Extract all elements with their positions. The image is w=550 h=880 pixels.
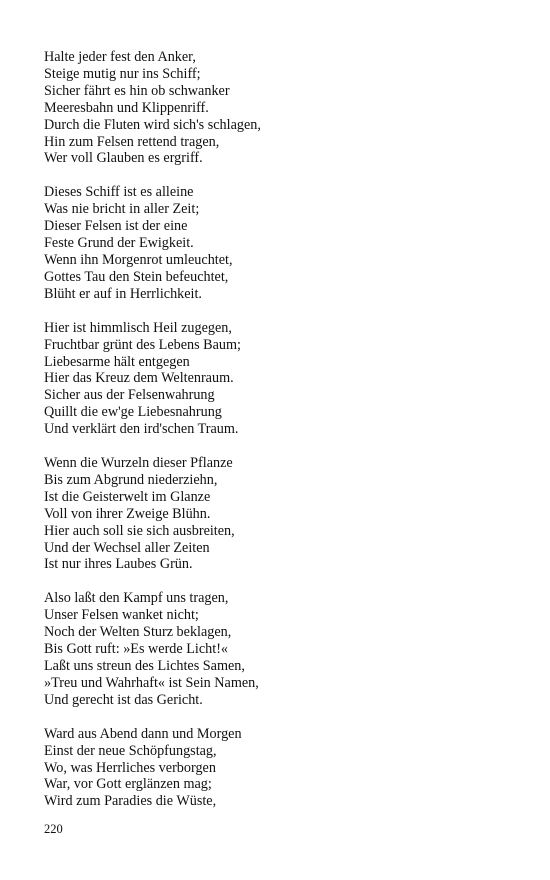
stanza-2 — [44, 184, 514, 302]
verse-line: Was nie bricht in aller Zeit; — [44, 201, 200, 218]
verse-line: Noch der Welten Sturz beklagen, — [44, 624, 232, 641]
verse-line: Hin zum Felsen rettend tragen, — [44, 133, 220, 150]
poem-body — [44, 49, 514, 827]
stanza-1 — [44, 49, 514, 167]
stanza-4 — [44, 455, 514, 573]
stanza-3 — [44, 320, 514, 438]
verse-line: Unser Felsen wanket nicht; — [44, 607, 199, 624]
verse-line: Wenn die Wurzeln dieser Pflanze — [44, 455, 233, 472]
verse-line: Fruchtbar grünt des Lebens Baum; — [44, 336, 242, 353]
verse-line: Quillt die ew'ge Liebesnahrung — [44, 404, 222, 421]
verse-line: Wer voll Glauben es ergriff. — [44, 150, 203, 167]
verse-line: Hier auch soll sie sich ausbreiten, — [44, 522, 235, 539]
verse-line: Halte jeder fest den Anker, — [44, 49, 196, 65]
verse-line: Gottes Tau den Stein befeuchtet, — [44, 268, 229, 285]
verse-line: Ist nur ihres Laubes Grün. — [44, 556, 193, 573]
verse-line: Blüht er auf in Herrlichkeit. — [44, 285, 202, 302]
verse-line: »Treu und Wahrhaft« ist Sein Namen, — [44, 674, 259, 691]
verse-line: Und der Wechsel aller Zeiten — [44, 539, 210, 556]
verse-line: Dieser Felsen ist der eine — [44, 218, 188, 235]
verse-line: Durch die Fluten wird sich's schlagen, — [44, 116, 261, 133]
verse-line: Also laßt den Kampf uns tragen, — [44, 590, 229, 607]
verse-line: Ist die Geisterwelt im Glanze — [44, 488, 211, 505]
verse-line: Ward aus Abend dann und Morgen — [44, 725, 242, 742]
verse-line: Dieses Schiff ist es alleine — [44, 184, 194, 201]
verse-line: Wird zum Paradies die Wüste, — [44, 793, 217, 810]
verse-line: Hier das Kreuz dem Weltenraum. — [44, 370, 234, 387]
verse-line: Wo, was Herrliches verborgen — [44, 759, 216, 776]
page-number: 220 — [44, 822, 63, 836]
verse-line: Meeresbahn und Klippenriff. — [44, 99, 209, 116]
verse-line: Bis Gott ruft: »Es werde Licht!« — [44, 641, 229, 658]
stanza-6 — [44, 726, 514, 811]
verse-line: Bis zum Abgrund niederziehn, — [44, 471, 218, 488]
verse-line: Einst der neue Schöpfungstag, — [44, 742, 217, 759]
verse-line: Laßt uns streun des Lichtes Samen, — [44, 658, 245, 674]
verse-line: Voll von ihrer Zweige Blühn. — [44, 505, 211, 522]
verse-line: Und verklärt den ird'schen Traum. — [44, 421, 239, 438]
verse-line: Steige mutig nur ins Schiff; — [44, 65, 201, 82]
verse-line: Hier ist himmlisch Heil zugegen, — [44, 319, 232, 336]
verse-line: Und gerecht ist das Gericht. — [44, 691, 203, 708]
verse-line: Liebesarme hält entgegen — [44, 353, 190, 370]
verse-line: Sicher fährt es hin ob schwanker — [44, 82, 230, 99]
verse-line: Sicher aus der Felsenwahrung — [44, 387, 215, 404]
verse-line: Feste Grund der Ewigkeit. — [44, 235, 194, 252]
verse-line: Wenn ihn Morgenrot umleuchtet, — [44, 251, 233, 268]
verse-line: War, vor Gott erglänzen mag; — [44, 776, 212, 793]
stanza-5 — [44, 590, 514, 708]
